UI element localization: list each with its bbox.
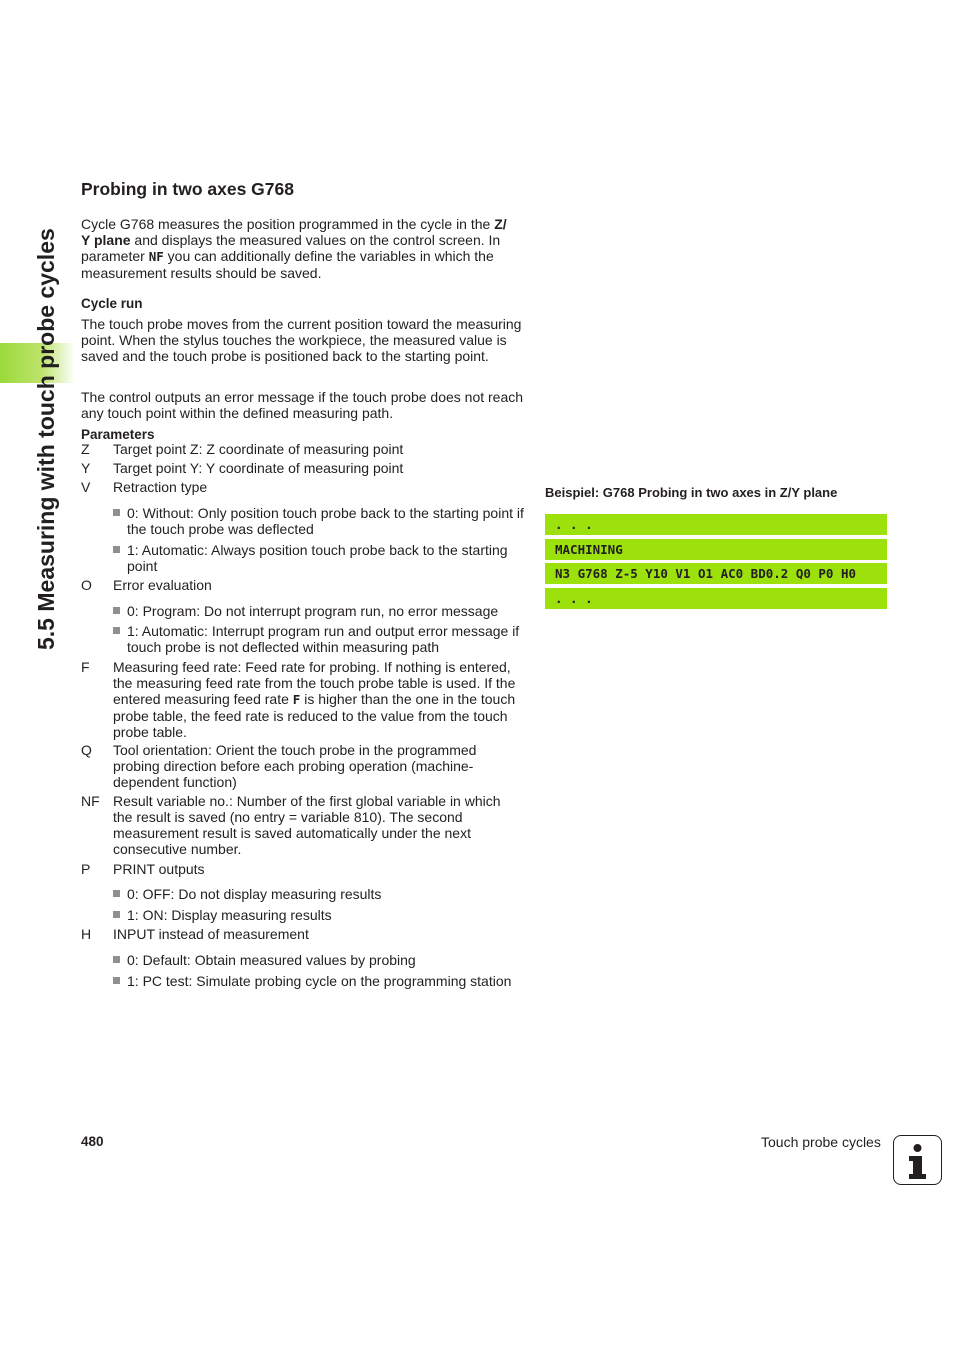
intro-paragraph: Cycle G768 measures the position programmed in the cycle in the Z/ Y plane and displays the measured values on the control screen. In parameter NF you can additionally define the variables in which the measurement results should be saved.: [81, 216, 507, 281]
param-description: Retraction type: [113, 479, 208, 495]
footer-chapter: Touch probe cycles: [761, 1134, 881, 1150]
param-description: Error evaluation: [113, 577, 212, 593]
code-line: MACHINING: [545, 539, 887, 560]
example-title: Beispiel: G768 Probing in two axes in Z/Y plane: [545, 485, 838, 500]
param-description: Tool orientation: Orient the touch probe in the programmed probing direction before each probing operation (machine-dependent function): [113, 742, 477, 790]
param-key: V: [81, 479, 91, 495]
parameters-heading: Parameters: [81, 427, 155, 442]
param-key: F: [81, 659, 90, 675]
param-key: Z: [81, 441, 90, 457]
param-key: Q: [81, 742, 92, 758]
chapter-title: 5.5 Measuring with touch probe cycles: [33, 228, 59, 650]
param-description: Measuring feed rate: Feed rate for probing. If nothing is entered, the measuring feed rate from the touch probe table is used. If the entered measuring feed rate F is higher than the one in the touch probe table, the feed rate is reduced to the value from the touch probe table.: [113, 659, 516, 740]
param-description: INPUT instead of measurement: [113, 926, 309, 942]
param-description: Target point Z: Z coordinate of measuring point: [113, 441, 404, 457]
square-bullet-icon: [113, 546, 120, 553]
param-key: P: [81, 861, 91, 877]
info-icon: [893, 1135, 942, 1185]
square-bullet-icon: [113, 607, 120, 614]
cycle-run-paragraph-1: The touch probe moves from the current position toward the measuring point. When the stylus touches the workpiece, the measured value is saved and the touch probe is positioned back to the starting point.: [81, 316, 522, 364]
param-key: Y: [81, 460, 91, 476]
param-description: PRINT outputs: [113, 861, 205, 877]
info-glyph: [894, 1136, 941, 1184]
cycle-run-heading: Cycle run: [81, 296, 143, 311]
square-bullet-icon: [113, 509, 120, 516]
page-number: 480: [81, 1134, 104, 1149]
cycle-run-paragraph-2: The control outputs an error message if the touch probe does not reach any touch point within the defined measuring path.: [81, 389, 524, 421]
code-line: N3 G768 Z-5 Y10 V1 O1 AC0 BD0.2 Q0 P0 H0: [545, 563, 887, 584]
code-line: . . .: [545, 588, 887, 609]
square-bullet-icon: [113, 977, 120, 984]
section-title: Probing in two axes G768: [81, 179, 294, 199]
code-line: . . .: [545, 514, 887, 535]
square-bullet-icon: [113, 911, 120, 918]
param-description: Target point Y: Y coordinate of measuring point: [113, 460, 404, 476]
param-key: O: [81, 577, 92, 593]
square-bullet-icon: [113, 890, 120, 897]
param-key: H: [81, 926, 92, 942]
param-description: Result variable no.: Number of the first global variable in which the result is saved (no entry = variable 810). The second measurement result is saved automatically under the next consecutive number.: [113, 793, 501, 857]
square-bullet-icon: [113, 956, 120, 963]
param-key: NF: [81, 793, 100, 809]
square-bullet-icon: [113, 627, 120, 634]
